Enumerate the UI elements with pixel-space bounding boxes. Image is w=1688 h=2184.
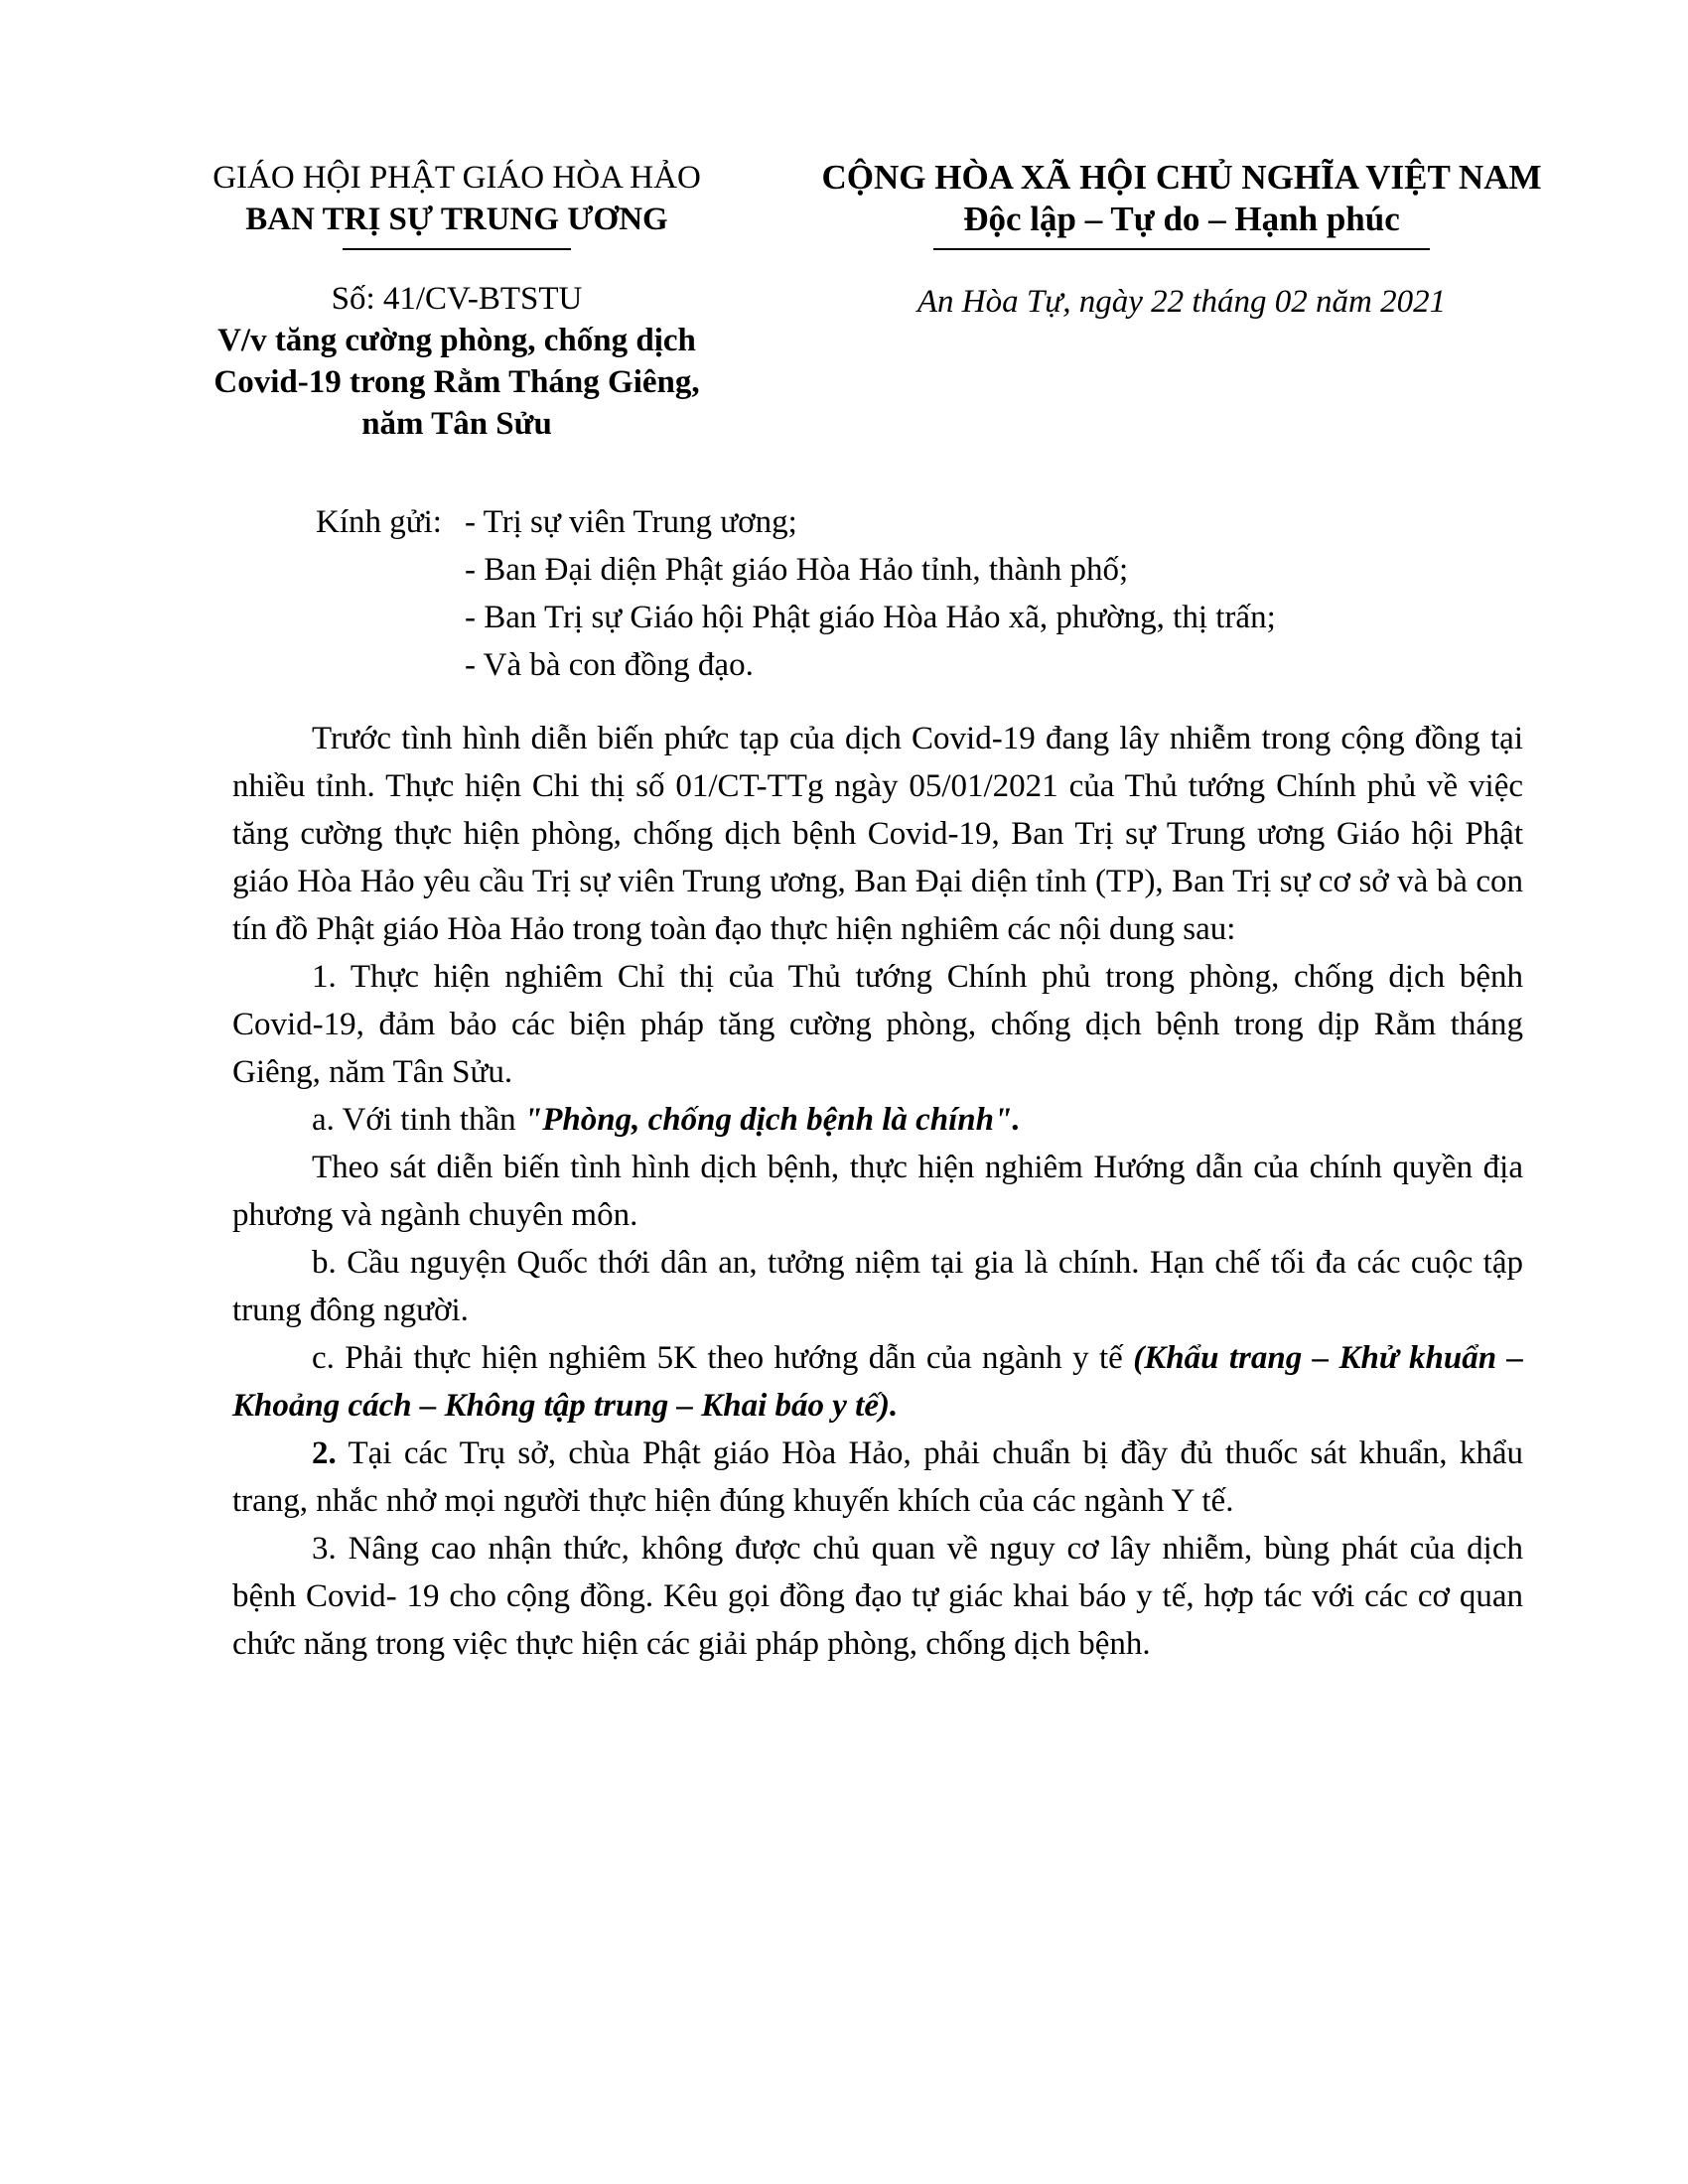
recipient-item: - Ban Trị sự Giáo hội Phật giáo Hòa Hảo xã, phường, thị trấn; bbox=[465, 600, 1276, 635]
recipients-block bbox=[316, 498, 1276, 689]
item-2-text: Tại các Trụ sở, chùa Phật giáo Hòa Hảo, phải chuẩn bị đầy đủ thuốc sát khuẩn, khẩu trang, nhắc nhở mọi người thực hiện đúng khuyến khích của các ngành Y tế. bbox=[232, 1435, 1523, 1519]
parent-organization: GIÁO HỘI PHẬT GIÁO HÒA HẢO bbox=[212, 160, 701, 196]
recipient-item: - Ban Đại diện Phật giáo Hòa Hảo tỉnh, thành phố; bbox=[465, 552, 1129, 588]
item-2-number: 2. bbox=[312, 1435, 337, 1471]
item-1b-paragraph: b. Cầu nguyện Quốc thới dân an, tưởng niệm tại gia là chính. Hạn chế tối đa các cuộc tập trung đông người. bbox=[232, 1245, 1523, 1328]
document-body bbox=[232, 715, 1523, 1668]
header-underline-right bbox=[933, 248, 1430, 250]
national-motto: Độc lập – Tự do – Hạnh phúc bbox=[963, 200, 1400, 238]
subject-line: năm Tân Sửu bbox=[361, 406, 552, 442]
header-underline-left bbox=[343, 248, 571, 250]
item-1a-detail-paragraph: Theo sát diễn biến tình hình dịch bệnh, thực hiện nghiêm Hướng dẫn của chính quyền địa phương và ngành chuyên môn. bbox=[232, 1150, 1523, 1233]
item-3-paragraph: 3. Nâng cao nhận thức, không được chủ quan về nguy cơ lây nhiễm, bùng phát của dịch bệnh Covid- 19 cho cộng đồng. Kêu gọi đồng đạo tự giác khai báo y tế, hợp tác với các cơ quan chức năng trong việc thực hiện các giải pháp phòng, chống dịch bệnh. bbox=[232, 1531, 1523, 1662]
item-1-paragraph: 1. Thực hiện nghiêm Chỉ thị của Thủ tướng Chính phủ trong phòng, chống dịch bệnh Covid-19, đảm bảo các biện pháp tăng cường phòng, chống dịch bệnh trong dịp Rằm tháng Giêng, năm Tân Sửu. bbox=[232, 959, 1523, 1090]
recipient-item: - Và bà con đồng đạo. bbox=[465, 647, 754, 683]
recipient-row bbox=[316, 594, 1276, 641]
subject-line: V/v tăng cường phòng, chống dịch bbox=[217, 323, 696, 358]
item-1c-prefix: c. Phải thực hiện nghiêm 5K theo hướng dẫn của ngành y tế bbox=[312, 1340, 1134, 1376]
issuing-body: BAN TRỊ SỰ TRUNG ƯƠNG bbox=[245, 202, 668, 237]
recipient-row bbox=[316, 546, 1276, 594]
item-2-paragraph bbox=[232, 1430, 1523, 1525]
recipient-row bbox=[316, 641, 1276, 689]
issuing-organization bbox=[169, 157, 745, 250]
place-and-date: An Hòa Tự, ngày 22 tháng 02 năm 2021 bbox=[916, 284, 1447, 320]
document-number: Số: 41/CV-BTSTU bbox=[331, 281, 583, 317]
subject-line: Covid-19 trong Rằm Tháng Giêng, bbox=[213, 364, 700, 400]
country-name: CỘNG HÒA XÃ HỘI CHỦ NGHĨA VIỆT NAM bbox=[821, 158, 1542, 197]
national-header bbox=[784, 157, 1579, 250]
item-1c-emphasis: (Khẩu trang – Khử khuẩn – Khoảng cách – Không tập trung – Khai báo y tế). bbox=[232, 1340, 1524, 1424]
item-1a-emphasis: "Phòng, chống dịch bệnh là chính". bbox=[523, 1102, 1021, 1138]
item-1a-paragraph bbox=[232, 1096, 1523, 1144]
item-1a-prefix: a. Với tinh thần bbox=[312, 1102, 524, 1138]
recipient-row bbox=[316, 498, 1276, 546]
document-subject bbox=[169, 320, 745, 445]
recipients-label: Kính gửi: bbox=[316, 504, 442, 540]
item-1c-paragraph bbox=[232, 1334, 1523, 1430]
recipient-item: - Trị sự viên Trung ương; bbox=[465, 504, 797, 540]
intro-paragraph: Trước tình hình diễn biến phức tạp của dịch Covid-19 đang lây nhiễm trong cộng đồng tại nhiều tỉnh. Thực hiện Chi thị số 01/CT-TTg ngày 05/01/2021 của Thủ tướng Chính phủ về việc tăng cường thực hiện phòng, chống dịch bệnh Covid-19, Ban Trị sự Trung ương Giáo hội Phật giáo Hòa Hảo yêu cầu Trị sự viên Trung ương, Ban Đại diện tỉnh (TP), Ban Trị sự cơ sở và bà con tín đồ Phật giáo Hòa Hảo trong toàn đạo thực hiện nghiêm các nội dung sau: bbox=[232, 721, 1523, 947]
